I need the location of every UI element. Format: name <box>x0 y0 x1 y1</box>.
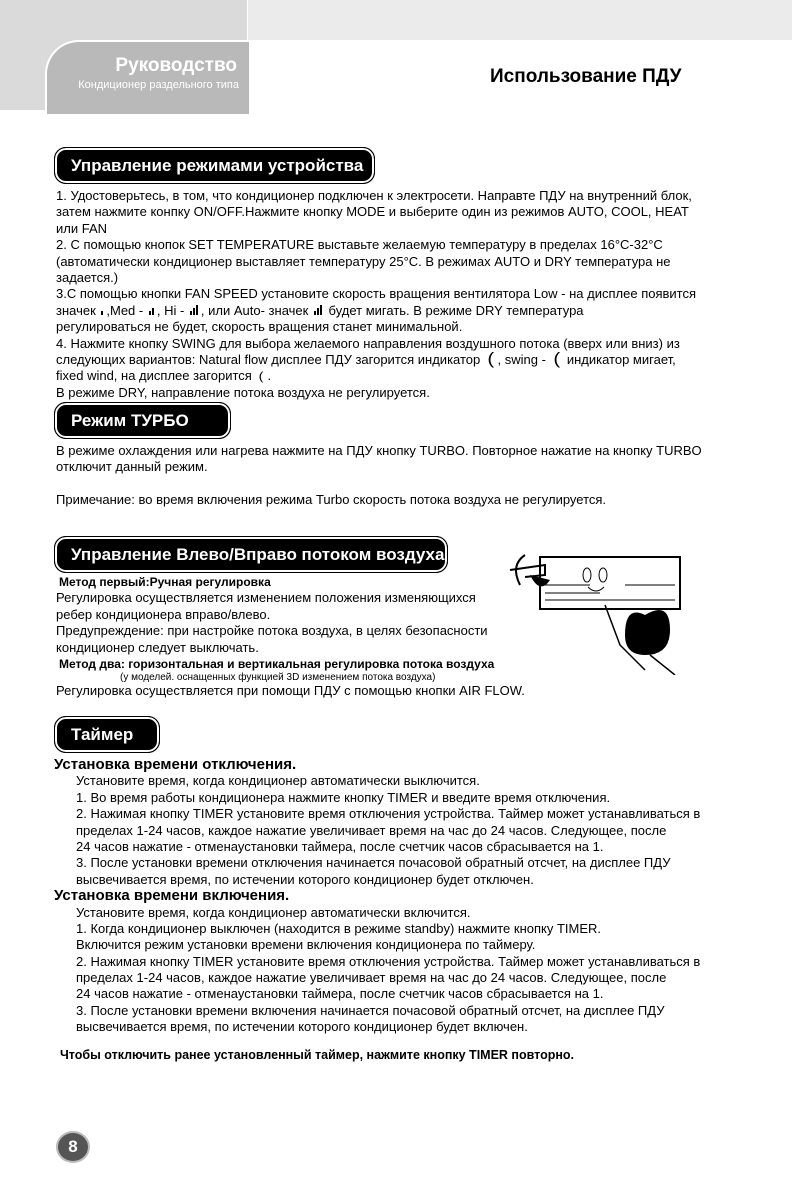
text-line: Регулировка осуществляется изменением положения изменяющихся <box>56 590 476 606</box>
fan-auto-icon <box>314 303 323 319</box>
manual-tab <box>45 40 249 114</box>
text-line: 1. Когда кондиционер выключен (находится в режиме standby) нажмите кнопку TIMER. <box>76 920 602 936</box>
text-line: 2. Нажимая кнопку TIMER установите время отключения устройства. Таймер может устанавливаться в <box>76 806 701 822</box>
text: индикатор мигает, <box>563 351 676 367</box>
text-line: В режиме охлаждения или нагрева нажмите на ПДУ кнопку TURBO. Повторное нажатие на кнопку TURBO <box>56 443 702 458</box>
text-line: или FAN <box>56 220 108 236</box>
text: значек <box>56 302 100 318</box>
text-line: 3. После установки времени отключения начинается почасовой обратный отсчет, на дисплее ПДУ <box>76 855 671 871</box>
text-line: 1. Удостоверьтесь, в том, что кондиционер подключен к электросети. Направте ПДУ на внутренний блок, <box>56 188 692 203</box>
page-number: 8 <box>56 1131 90 1163</box>
text: fixed wind, на дисплее загорится <box>56 368 256 384</box>
text-line: 24 часов нажатие - отменаустановки таймера, после счетчик часов сбрасывается на 1. <box>76 986 604 1002</box>
text-line: (автоматически кондиционер выставляет температуру 25°C. В режимах AUTO и DRY температура не <box>56 253 671 269</box>
fan-low-icon <box>101 303 104 319</box>
text: ,Med - <box>106 302 147 318</box>
text-line: высвечивается время, по истечении которого кондиционер будет отключен. <box>76 871 534 887</box>
page-title: Использование ПДУ <box>490 66 682 87</box>
text-line: отключит данный режим. <box>56 459 208 475</box>
text-line: 4. Нажмите кнопку SWING для выбора желаемого направления воздушного потока (вверх или вниз) из <box>56 335 680 351</box>
text-line: 3.С помощью кнопки FAN SPEED установите скорость вращения вентилятора Low - на дисплее появится <box>56 286 697 302</box>
modes-text <box>56 188 696 401</box>
text: будет мигать. В режиме DRY температура <box>324 302 584 318</box>
text: , или Auto- значек <box>200 302 312 318</box>
section-title-turbo: Режим ТУРБО <box>55 403 230 438</box>
timer-off-heading: Установка времени отключения. <box>54 756 297 773</box>
text-line: Предупреждение: при настройке потока воздуха, в целях безопасности <box>56 623 488 639</box>
text-line: Установите время, когда кондиционер автоматически включится. <box>76 904 471 920</box>
air-conditioner-illustration <box>505 545 685 675</box>
method-two-note: (у моделей. оснащенных функцией 3D изменением потока воздуха) <box>120 672 436 684</box>
section-title-airflow: Управление Влево/Вправо потоком воздуха <box>55 537 447 572</box>
text-line: Установите время, когда кондиционер автоматически выключится. <box>76 773 480 789</box>
fan-hi-icon <box>190 303 199 319</box>
timer-cancel-note: Чтобы отключить ранее установленный таймер, нажмите кнопку TIMER повторно. <box>60 1048 575 1062</box>
text-line: В режиме DRY, направление потока воздуха не регулируется. <box>56 384 430 400</box>
fan-med-icon <box>149 303 155 319</box>
text: следующих вариантов: Natural flow дисплее ПДУ загорится индикатор <box>56 351 484 367</box>
text-line: задается.) <box>56 269 119 285</box>
brand-title: Руководство <box>115 55 237 76</box>
text-line: пределах 1-24 часов, каждое нажатие увеличивает время на час до 24 часов. Следующее, после <box>76 970 667 986</box>
text-line: кондиционер следует выключать. <box>56 639 259 655</box>
text: . <box>267 368 272 384</box>
text-line: Примечание: во время включения режима Turbo скорость потока воздуха не регулируется. <box>56 492 607 508</box>
brand-subtitle: Кондиционер раздельного типа <box>78 79 239 91</box>
text-line: регулироваться не будет, скорость вращения станет минимальной. <box>56 319 463 335</box>
method-one-heading: Метод первый:Ручная регулировка <box>59 575 271 589</box>
timer-text <box>54 757 700 1036</box>
section-title-modes: Управление режимами устройства <box>55 148 374 183</box>
fixed-wind-icon: ( <box>259 369 264 384</box>
text-line <box>56 303 696 319</box>
text-line: пределах 1-24 часов, каждое нажатие увеличивает время на час до 24 часов. Следующее, после <box>76 822 667 838</box>
method-two-heading: Метод два: горизонтальная и вертикальная регулировка потока воздуха <box>59 656 495 671</box>
turbo-text <box>56 443 702 509</box>
natural-flow-icon: ( <box>487 348 495 368</box>
text-line: 24 часов нажатие - отменаустановки таймера, после счетчик часов сбрасывается на 1. <box>76 838 604 854</box>
text-line <box>56 368 696 384</box>
swing-icon: ( <box>552 348 560 368</box>
text-line <box>56 476 702 492</box>
text: , swing - <box>497 351 550 367</box>
text-line: ребер кондиционера вправо/влево. <box>56 606 271 622</box>
airflow-text <box>56 574 525 700</box>
text-line: 2. С помощью кнопок SET TEMPERATURE выставьте желаемую температуру в пределах 16°C-32°C <box>56 237 663 253</box>
text-line: 1. Во время работы кондиционера нажмите кнопку TIMER и введите время отключения. <box>76 789 611 805</box>
text-line <box>56 348 696 368</box>
text-line: Регулировка осуществляется при помощи ПДУ с помощью кнопки AIR FLOW. <box>56 683 525 699</box>
timer-on-heading: Установка времени включения. <box>54 887 290 905</box>
text-line: 2. Нажимая кнопку TIMER установите время отключения устройства. Таймер может устанавливаться в <box>76 953 701 969</box>
text: , Hi - <box>156 302 188 318</box>
text-line: 3. После установки времени включения начинается почасовой обратный отсчет, на дисплее ПДУ <box>76 1002 665 1018</box>
section-title-timer: Таймер <box>55 717 159 752</box>
text-line: высвечивается время, по истечении которого кондиционер будет включен. <box>76 1019 528 1035</box>
text-line: затем нажмите конпку ON/OFF.Нажмите кнопку MODE и выберите один из режимов AUTO, COOL, HEAT <box>56 204 689 220</box>
text-line: Включится режим установки времени включения кондиционера по таймеру. <box>76 937 536 953</box>
